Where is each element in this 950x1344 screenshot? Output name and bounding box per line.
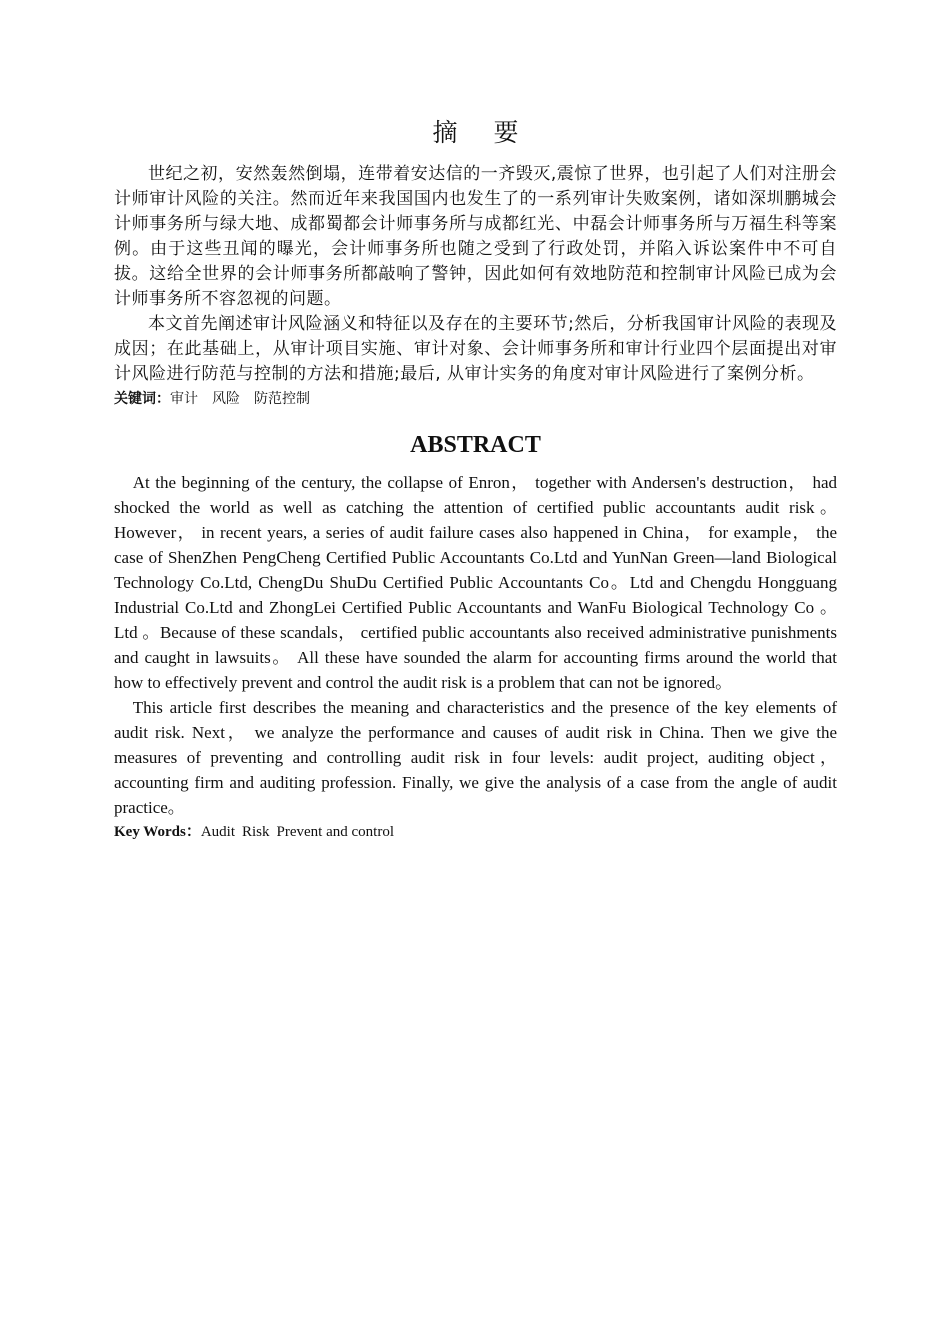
- english-abstract-paragraph-1: At the beginning of the century, the collapse of Enron， together with Andersen's destruction， had shocked the world as well as catching the attention of certified public accountants audit risk。 However， in recent years, a series of audit failure cases also happened in China， for example， the case of ShenZhen PengCheng Certified Public Accountants Co.Ltd and YunNan Green—land Biological Technology Co.Ltd, ChengDu ShuDu Certified Public Accountants Co。Ltd and Chengdu Hongguang Industrial Co.Ltd and ZhongLei Certified Public Accountants and WanFu Biological Technology Co 。Ltd 。Because of these scandals， certified public accountants also received administrative punishments and caught in lawsuits。 All these have sounded the alarm for accounting firms around the world that how to effectively prevent and control the audit risk is a problem that can not be ignored。: [114, 473, 837, 692]
- english-keywords-label: Key Words：: [114, 824, 201, 840]
- chinese-abstract-title: 摘 要: [432, 118, 533, 147]
- english-keywords: [114, 820, 837, 845]
- english-keyword: Risk: [242, 824, 270, 840]
- chinese-keyword: 风险: [212, 391, 240, 407]
- chinese-abstract-paragraph-1: 世纪之初，安然轰然倒塌，连带着安达信的一齐毁灭,震惊了世界，也引起了人们对注册会计师审计风险的关注。然而近年来我国国内也发生了的一系列审计失败案例，诸如深圳鹏城会计师事务所与绿大地、成都蜀都会计师事务所与成都红光、中磊会计师事务所与万福生科等案例。由于这些丑闻的曝光，会计师事务所也随之受到了行政处罚，并陷入诉讼案件中不可自拔。这给全世界的会计师事务所都敲响了警钟，因此如何有效地防范和控制审计风险已成为会计师事务所不容忽视的问题。: [114, 164, 837, 309]
- chinese-keywords: [114, 387, 837, 412]
- english-abstract-title: ABSTRACT: [410, 432, 541, 458]
- english-abstract-paragraph-2: This article first describes the meaning and characteristics and the presence of the key elements of audit risk. Next， we analyze the performance and causes of audit risk in China. Then we give the measures of preventing and controlling audit risk in four levels: audit project, auditing object， accounting firm and auditing profession. Finally, we give the analysis of a case from the angle of audit practice。: [114, 698, 837, 817]
- chinese-abstract-paragraph-2: 本文首先阐述审计风险涵义和特征以及存在的主要环节;然后，分析我国审计风险的表现及成因；在此基础上，从审计项目实施、审计对象、会计师事务所和审计行业四个层面提出对审计风险进行防范与控制的方法和措施;最后, 从审计实务的角度对审计风险进行了案例分析。: [114, 314, 837, 384]
- chinese-keyword: 防范控制: [254, 391, 310, 407]
- chinese-keyword: 审计: [170, 391, 198, 407]
- english-keyword: Prevent and control: [276, 824, 394, 840]
- english-keyword: Audit: [200, 824, 235, 840]
- chinese-keywords-label: 关键词：: [114, 391, 170, 407]
- document-page: [114, 116, 837, 845]
